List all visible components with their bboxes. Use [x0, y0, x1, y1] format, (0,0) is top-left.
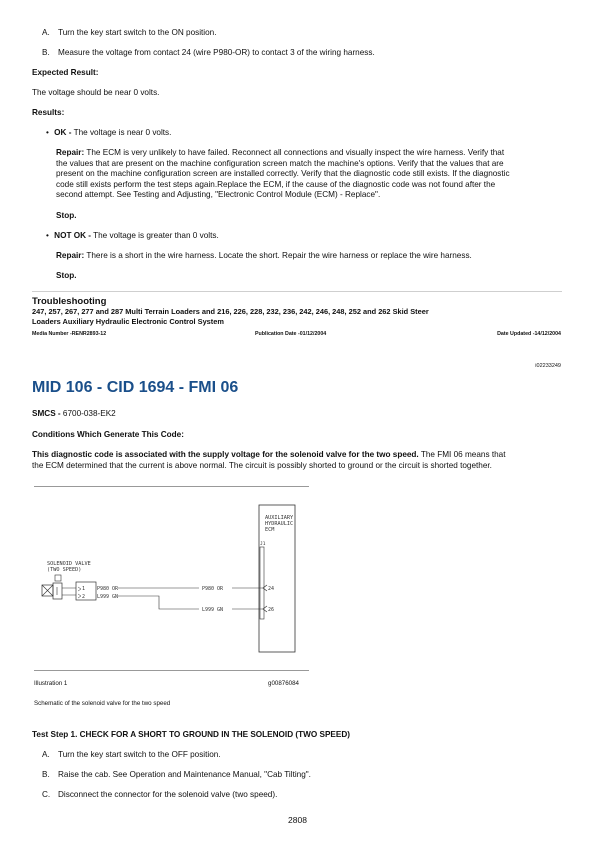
- step-text: Raise the cab. See Operation and Maintenance Manual, "Cab Tilting".: [58, 770, 311, 779]
- expected-result-label: Expected Result:: [32, 68, 99, 77]
- repair-label: Repair:: [56, 148, 85, 157]
- repair-line: code still exists perform the test steps again.Replace the ECM, if the cause of the diagnostic code was not found after the: [56, 179, 496, 189]
- step-letter: A.: [42, 28, 50, 37]
- ok-label: OK -: [54, 128, 72, 137]
- doc-section-title: Troubleshooting: [32, 296, 107, 307]
- notok-label: NOT OK -: [54, 231, 91, 240]
- ecm-label-line: ECM: [265, 527, 275, 533]
- diag-rest: The FMI 06 means that: [418, 450, 506, 459]
- connector-pin-label: 1: [82, 586, 86, 592]
- repair-line: present on the machine configuration screen are installed correctly. Verify that the diagnostic code still exists. If the diagnostic: [56, 169, 510, 178]
- illustration-bottom-rule: [34, 670, 309, 671]
- wire-label: L999 GN: [97, 594, 119, 600]
- wire-label: P980 OR: [97, 586, 119, 592]
- ok-repair: [56, 148, 566, 201]
- ok-result: [46, 128, 171, 139]
- step-b: [42, 770, 311, 781]
- diagnostic-description: [32, 450, 567, 471]
- repair-line: The ECM is very unlikely to have failed. Reconnect all connections and visually inspect the wire harness. Verify that: [86, 148, 505, 157]
- valve-x-symbol: [42, 585, 53, 596]
- wire-l999: [118, 596, 199, 609]
- step-letter: A.: [42, 750, 50, 759]
- step-text: Disconnect the connector for the solenoid valve (two speed).: [58, 790, 278, 799]
- conditions-label: Conditions Which Generate This Code:: [32, 430, 184, 439]
- step-c: [42, 790, 277, 801]
- document-id: i02233249: [535, 363, 561, 369]
- page-number: 2808: [288, 815, 307, 825]
- ecm-pin-label: 24: [268, 586, 275, 592]
- step-letter: B.: [42, 770, 50, 779]
- ecm-label-line: AUXILIARY: [265, 515, 294, 521]
- smcs-value: 6700-038-EK2: [60, 409, 116, 418]
- notok-stop: Stop.: [56, 271, 77, 280]
- notok-text: The voltage is greater than 0 volts.: [91, 231, 219, 240]
- divider: [32, 291, 562, 292]
- step-letter: C.: [42, 790, 51, 799]
- doc-subtitle-line: 247, 257, 267, 277 and 287 Multi Terrain Loaders and 216, 226, 228, 232, 236, 242, 246, 248, 252 and 262 Skid Steer: [32, 307, 429, 316]
- notok-repair: [56, 251, 472, 262]
- repair-text: There is a short in the wire harness. Locate the short. Repair the wire harness or replace the wire harness.: [86, 251, 472, 260]
- schematic-diagram: [34, 487, 309, 670]
- ok-stop: Stop.: [56, 211, 77, 220]
- results-label: Results:: [32, 108, 65, 117]
- step-a: [42, 28, 217, 39]
- diag-bold: This diagnostic code is associated with the supply voltage for the solenoid valve for the two speed.: [32, 450, 419, 459]
- repair-label: Repair:: [56, 251, 85, 260]
- bullet-icon: •: [46, 128, 49, 137]
- ecm-connector-label: J1: [260, 542, 266, 547]
- ecm-pin-arrow: [263, 585, 267, 591]
- doc-subtitle: [32, 307, 567, 327]
- valve-coil: [53, 583, 62, 599]
- smcs-label: SMCS -: [32, 409, 61, 418]
- bullet-icon: •: [46, 231, 49, 240]
- wire-label: P980 OR: [202, 586, 224, 592]
- ecm-connector: [260, 547, 264, 619]
- wire-label: L999 GN: [202, 607, 224, 613]
- repair-line: the values that are present on the machine configuration screen match the machine's options. Verify that the values that are: [56, 158, 504, 168]
- page-title: MID 106 - CID 1694 - FMI 06: [32, 379, 239, 396]
- step-text: Measure the voltage from contact 24 (wire P980-OR) to contact 3 of the wiring harness.: [58, 48, 375, 57]
- media-number: Media Number -RENR2893-12: [32, 331, 107, 337]
- valve-label-line: SOLENOID VALVE: [47, 561, 91, 567]
- valve-label-line: (TWO SPEED): [47, 567, 82, 573]
- ok-text: The voltage is near 0 volts.: [71, 128, 172, 137]
- expected-result-text: The voltage should be near 0 volts.: [32, 88, 160, 97]
- illustration-label: Illustration 1: [34, 680, 68, 687]
- illustration-caption: Schematic of the solenoid valve for the two speed: [34, 700, 171, 707]
- smcs: [32, 409, 116, 420]
- publication-date: Publication Date -01/12/2004: [255, 331, 327, 337]
- ecm-pin-arrow: [263, 606, 267, 612]
- connector-pin-arrows: [78, 587, 81, 598]
- step-a: [42, 750, 221, 761]
- diag-line: the ECM determined that the current is above normal. The circuit is possibly shorted to ground or the circuit is shorted together.: [32, 460, 492, 470]
- valve-leads: [62, 588, 76, 595]
- date-updated: Date Updated -14/12/2004: [497, 331, 561, 337]
- step-letter: B.: [42, 48, 50, 57]
- ecm-label-line: HYDRAULIC: [265, 521, 294, 527]
- doc-subtitle-line: Loaders Auxiliary Hydraulic Electronic Control System: [32, 317, 224, 326]
- notok-result: [46, 231, 219, 242]
- connector-pin-label: 2: [82, 594, 86, 600]
- illustration-id: g00876084: [268, 680, 299, 687]
- ecm-pin-label: 26: [268, 607, 275, 613]
- step-text: Turn the key start switch to the ON position.: [58, 28, 217, 37]
- test-step-title: Test Step 1. CHECK FOR A SHORT TO GROUND IN THE SOLENOID (TWO SPEED): [32, 730, 350, 739]
- repair-line: second attempt. See Testing and Adjusting, "Electronic Control Module (ECM) - Replace".: [56, 190, 381, 199]
- step-b: [42, 48, 375, 59]
- valve-top-block: [55, 575, 61, 581]
- step-text: Turn the key start switch to the OFF position.: [58, 750, 221, 759]
